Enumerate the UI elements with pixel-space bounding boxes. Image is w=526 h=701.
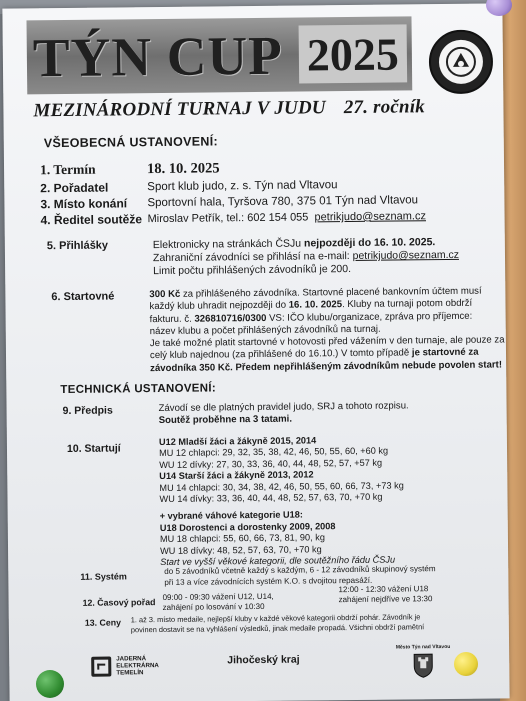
fee-label: 6. Startovné	[51, 290, 115, 304]
item-date-value: 18. 10. 2025	[146, 160, 220, 178]
general-heading: VŠEOBECNÁ USTANOVENÍ:	[43, 134, 218, 151]
title-word: TÝN CUP	[32, 24, 284, 88]
system-line2: při 13 a více závodnících systém K.O. s dvojitou repasáží.	[164, 575, 373, 587]
item-director-value	[148, 209, 427, 226]
classes-block	[67, 433, 508, 568]
schedule-b2: zahájení nejdříve ve 13:30	[338, 594, 433, 605]
system-label: 11. Systém	[80, 571, 127, 582]
rules-block	[63, 399, 503, 434]
fee-line6: celý klub najednou (za přihlášené do 16.10.) V tomto případě	[149, 347, 412, 362]
schedule-b1: 12:00 - 12:30 vážení U18	[338, 584, 429, 595]
fee-deadline: 16. 10. 2025	[288, 299, 343, 311]
u18-boys: MU 18 chlapci: 55, 60, 66, 73, 81, 90, kg	[159, 532, 325, 545]
sponsor-cez-text	[116, 655, 159, 676]
schedule-a	[163, 591, 313, 613]
system-line1: do 5 závodníků včetně každý s každým, 6 - 12 závodníků skupinový systém	[164, 564, 436, 576]
classes-label: 10. Startují	[66, 442, 121, 455]
poster-sheet	[2, 3, 509, 701]
fee-line4: název klubu a počet přihlášených závodníků na turnaj.	[149, 323, 381, 338]
sponsor-jihocesky-kraj: Jihočeský kraj	[227, 653, 300, 667]
rules-text	[159, 399, 499, 427]
fee-line2: každý klub uhradit nejpozději do	[149, 299, 289, 313]
u18-girls: WU 18 dívky: 48, 52, 57, 63, 70, +70 kg	[160, 543, 322, 556]
fee-amount: 300 Kč	[149, 288, 181, 301]
rules-line2: Soutěž proběhne na 3 tatami.	[158, 413, 293, 427]
item-venue-value: Sportovní hala, Tyršova 780, 375 01 Týn nad Vltavou	[147, 194, 419, 210]
edition-text: 27. ročník	[343, 96, 426, 119]
sponsor-cez-line1: JADERNÁ	[116, 655, 147, 663]
item-director	[41, 208, 501, 231]
u12-girls: WU 12 dívky: 27, 30, 33, 36, 40, 44, 48, 52, 57, +57 kg	[159, 457, 383, 470]
sponsor-cez-line2: ELEKTRÁRNA	[116, 662, 159, 670]
fee-text	[149, 285, 510, 375]
green-pushpin-icon	[36, 670, 64, 698]
cez-logo-icon	[91, 656, 111, 676]
subtitle	[33, 96, 425, 122]
fee-line5: Je také možné platit startovné v hotovosti před vážením v den turnaje, ale pouze za	[149, 334, 505, 350]
item-director-label: 4. Ředitel soutěže	[40, 212, 143, 228]
sponsor-town	[393, 644, 453, 684]
schedule-b	[338, 584, 488, 606]
director-email-link[interactable]: petrikjudo@seznam.cz	[314, 210, 427, 224]
item-date-label: 1. Termín	[39, 161, 96, 178]
subtitle-text: MEZINÁRODNÍ TURNAJ V JUDU	[33, 97, 326, 122]
prizes-block	[85, 611, 505, 639]
schedule-label: 12. Časový pořad	[82, 597, 156, 608]
title-banner	[26, 16, 412, 94]
sponsor-cez	[91, 655, 159, 677]
registration-limit: Limit počtu přihlášených závodníků je 200.	[153, 263, 352, 278]
technical-heading: TECHNICKÁ USTANOVENÍ:	[60, 382, 217, 397]
emblem-figure-icon	[444, 45, 478, 79]
rules-label: 9. Předpis	[62, 404, 113, 418]
u18-title: U18 Dorostenci a dorostenky 2009, 2008	[159, 521, 336, 533]
fee-line2-tail: . Kluby na turnaji potom obdrží	[342, 298, 473, 311]
yellow-pushpin-icon	[454, 652, 478, 676]
schedule-a2: zahájení po losování v 10:30	[162, 601, 265, 612]
judo-emblem-icon	[439, 40, 483, 84]
u12-boys: MU 12 chlapci: 29, 32, 35, 38, 42, 46, 50, 55, 60, +60 kg	[158, 446, 389, 459]
fee-line3-tail: VS: IČO klubu/organizace, zpráva pro příjemce:	[266, 310, 473, 324]
rules-line1: Závodí se dle platných pravidel judo, SRJ a tohoto rozpisu.	[158, 400, 409, 415]
item-venue-label: 3. Místo konání	[40, 196, 128, 212]
prizes-label: 13. Ceny	[84, 617, 122, 628]
registration-block	[47, 235, 507, 288]
registration-text	[153, 235, 498, 278]
fee-line3: fakturu. č.	[149, 313, 195, 325]
fee-line1: za přihlášeného závodníka. Startovné placené bankovním účtem musí	[180, 285, 482, 300]
classes-text	[159, 433, 500, 568]
u12-title: U12 Mladší žáci a žákyně 2015, 2014	[158, 435, 317, 448]
item-organizer-label: 2. Pořadatel	[40, 180, 109, 196]
sponsor-town-text: Město Týn nad Vltavou	[395, 643, 451, 651]
registration-email-link[interactable]: petrikjudo@seznam.cz	[352, 248, 460, 262]
fee-account: 326810716/0300	[194, 312, 267, 325]
club-logo	[429, 30, 494, 95]
registration-line2: Zahraniční závodníci se přihlásí na e-mail:	[152, 250, 350, 265]
registration-line1a: Elektronicky na stránkách ČSJu	[152, 237, 302, 252]
u18-extra: + vybrané váhové kategorie U18:	[159, 509, 303, 522]
u14-boys: MU 14 chlapci: 30, 34, 38, 42, 46, 50, 55, 60, 66, 73, +73 kg	[159, 480, 404, 493]
fee-line7: závodníka 350 Kč. Předem nepřihlášeným závodníkům nebude povolen start!	[150, 359, 503, 374]
sponsor-cez-line3: TEMELÍN	[116, 669, 144, 677]
registration-deadline: nejpozději do 16. 10. 2025.	[303, 236, 436, 250]
u14-title: U14 Starší žáci a žákyně 2013, 2012	[159, 469, 314, 482]
item-organizer-value: Sport klub judo, z. s. Týn nad Vltavou	[147, 179, 338, 194]
prizes-text	[131, 611, 503, 635]
schedule-a1: 09:00 - 09:30 vážení U12, U14,	[162, 591, 274, 602]
prizes-line2: povinen dostavit se na vyhlášení výsledků, jinak medaile propadá. Všichni obdrží pamětní	[130, 622, 425, 635]
fee-bold-note: je startovné za	[411, 347, 479, 359]
title-year: 2025	[299, 24, 408, 83]
fee-block	[51, 285, 512, 380]
u18-note: Start ve vyšší věkové kategorii, dle soutěžního řádu ČSJu	[160, 554, 396, 568]
director-contact: Miroslav Petřík, tel.: 602 154 055	[147, 211, 309, 226]
town-coat-of-arms-icon	[412, 652, 434, 678]
u14-girls: WU 14 dívky: 33, 36, 40, 44, 48, 52, 57, 63, 70, +70 kg	[159, 491, 383, 505]
prizes-line1: 1. až 3. místo medaile, nejlepší kluby v každé věkové kategorii obdrží pohár. Závodník je	[130, 612, 421, 625]
registration-label: 5. Přihlášky	[46, 239, 109, 253]
